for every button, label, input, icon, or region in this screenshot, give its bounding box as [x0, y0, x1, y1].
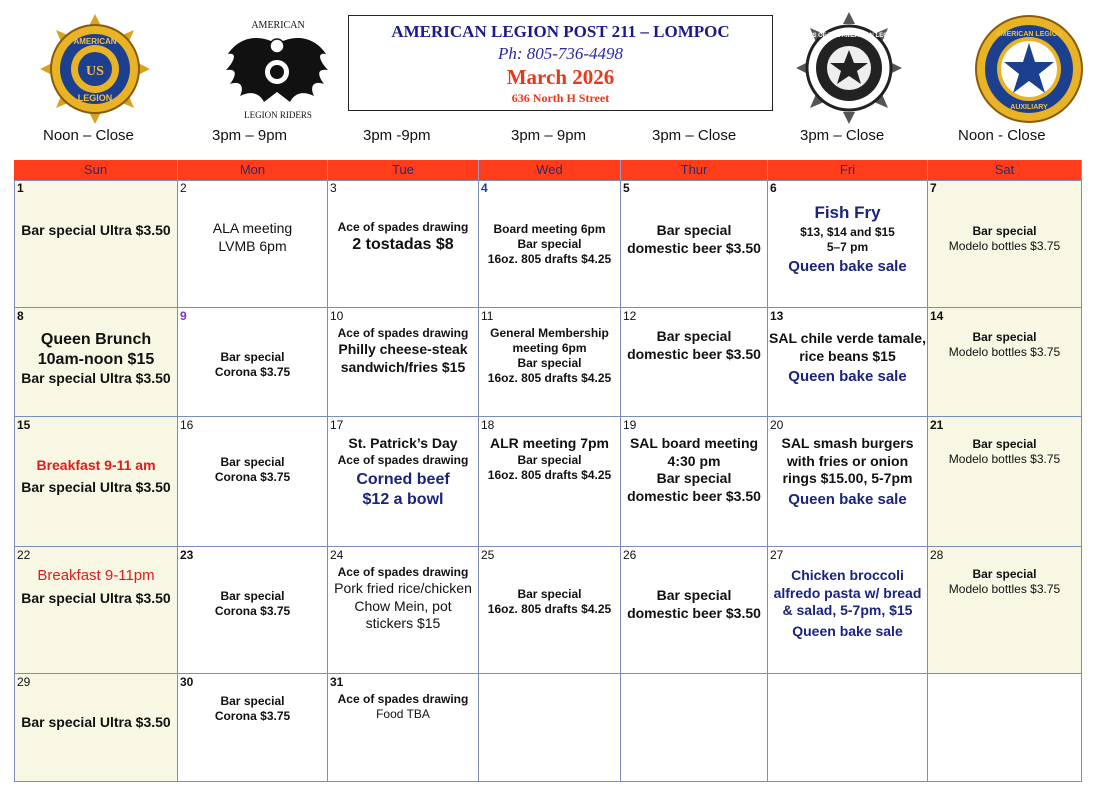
- event-line: ALA meeting: [212, 220, 293, 236]
- empty-day-cell: [768, 674, 928, 782]
- event-line: Bar special: [972, 567, 1037, 581]
- event-line: Bar special Ultra $3.50: [21, 222, 171, 238]
- event-line: 16oz. 805 drafts $4.25: [487, 602, 612, 616]
- street-address: 636 North H Street: [511, 91, 610, 105]
- day-cell-20: [768, 417, 928, 547]
- empty-day-cell: [621, 674, 768, 782]
- riders-bottom-text: LEGION RIDERS: [244, 110, 312, 120]
- day-cell-28: [928, 547, 1082, 674]
- event-lines: [328, 220, 478, 255]
- event-lines: [928, 224, 1081, 254]
- event-lines: [479, 587, 620, 617]
- event-line: Bar special: [656, 222, 732, 238]
- event-line: Bar special: [220, 455, 285, 469]
- aux-bottom-text: AUXILIARY: [1010, 104, 1048, 111]
- event-lines: [621, 587, 767, 622]
- aux-top-text: AMERICAN LEGION: [995, 31, 1063, 38]
- day-number: 3: [330, 181, 337, 195]
- event-lines: [15, 222, 177, 240]
- event-line: SAL board meeting: [629, 435, 759, 451]
- event-line: Breakfast 9-11 am: [36, 457, 156, 473]
- day-number: 6: [770, 181, 777, 195]
- day-cell-3: [328, 180, 479, 308]
- day-number: 2: [180, 181, 187, 195]
- hours-mon: 3pm – 9pm: [212, 127, 288, 144]
- day-cell-18: [479, 417, 621, 547]
- event-line: Bar special Ultra $3.50: [21, 714, 171, 730]
- event-line: Ace of spades drawing: [337, 565, 469, 579]
- american-legion-auxiliary-emblem: [974, 14, 1084, 124]
- event-lines: [15, 714, 177, 732]
- org-name: AMERICAN LEGION POST 211 – LOMPOC: [391, 22, 730, 41]
- event-line: Queen Brunch: [40, 331, 152, 348]
- day-number: 31: [330, 675, 344, 689]
- event-line: Queen bake sale: [788, 368, 907, 385]
- event-lines: [928, 330, 1081, 360]
- event-line: 16oz. 805 drafts $4.25: [487, 252, 612, 266]
- event-line: Bar special: [517, 587, 582, 601]
- day-number: 1: [17, 181, 24, 195]
- event-lines: [621, 328, 767, 363]
- event-line: 10am-noon $15: [37, 351, 155, 368]
- event-line: rings $15.00, 5-7pm: [782, 470, 913, 486]
- day-cell-29: [14, 674, 178, 782]
- event-lines: [768, 330, 927, 387]
- day-number: 8: [17, 309, 24, 323]
- event-lines: [178, 220, 327, 255]
- day-cell-31: [328, 674, 479, 782]
- event-line: Food TBA: [376, 707, 430, 721]
- empty-day-cell: [479, 674, 621, 782]
- day-cell-11: [479, 308, 621, 417]
- event-line: Bar special: [517, 452, 582, 467]
- day-cell-1: [14, 180, 178, 308]
- event-lines: [178, 455, 327, 485]
- event-line: Bar special: [220, 694, 285, 708]
- event-line: Queen bake sale: [788, 490, 907, 508]
- event-line: sandwich/fries $15: [340, 358, 466, 375]
- event-lines: [928, 567, 1081, 597]
- event-line: Chicken broccoli: [791, 567, 904, 583]
- event-line: Ace of spades drawing: [337, 220, 469, 234]
- day-cell-21: [928, 417, 1082, 547]
- day-cell-26: [621, 547, 768, 674]
- event-line: & salad, 5-7pm, $15: [782, 602, 913, 618]
- event-lines: [479, 435, 620, 483]
- day-cell-8: [14, 308, 178, 417]
- day-cell-6: [768, 180, 928, 308]
- day-cell-17: [328, 417, 479, 547]
- event-line: Bar special Ultra $3.50: [21, 589, 171, 606]
- event-lines: [15, 457, 177, 496]
- event-line: 2 tostadas $8: [352, 236, 454, 253]
- event-line: Queen bake sale: [788, 258, 907, 276]
- event-line: Bar special: [656, 328, 732, 344]
- day-cell-14: [928, 308, 1082, 417]
- day-number: 27: [770, 548, 784, 562]
- event-lines: [768, 202, 927, 277]
- day-number: 21: [930, 418, 944, 432]
- day-cell-27: [768, 547, 928, 674]
- calendar-grid: [14, 160, 1082, 782]
- event-lines: [328, 692, 478, 722]
- day-cell-4: [479, 180, 621, 308]
- day-number: 26: [623, 548, 637, 562]
- day-cell-24: [328, 547, 479, 674]
- day-number: 16: [180, 418, 194, 432]
- day-number: 25: [481, 548, 495, 562]
- event-lines: [479, 326, 620, 386]
- day-cell-13: [768, 308, 928, 417]
- calendar-title-box: [348, 15, 773, 111]
- event-line: Bar special: [220, 589, 285, 603]
- event-lines: [328, 565, 478, 633]
- event-line: Bar special: [517, 237, 582, 251]
- event-line: Modelo bottles $3.75: [948, 345, 1061, 359]
- event-line: Modelo bottles $3.75: [948, 582, 1061, 596]
- event-line: Ace of spades drawing: [337, 326, 469, 340]
- event-line: Corned beef: [356, 470, 450, 488]
- event-line: Corona $3.75: [214, 470, 291, 484]
- day-number: 10: [330, 309, 344, 323]
- hours-wed: 3pm – 9pm: [511, 127, 587, 144]
- event-line: Fish Fry: [814, 203, 881, 222]
- day-number: 4: [481, 181, 488, 195]
- event-lines: [328, 435, 478, 510]
- event-line: Chow Mein, pot: [354, 597, 452, 614]
- grid-top-border: [14, 180, 1082, 181]
- legion-bottom-text: LEGION: [77, 93, 113, 103]
- day-number: 19: [623, 418, 637, 432]
- day-number: 28: [930, 548, 944, 562]
- hours-tue: 3pm -9pm: [363, 127, 431, 144]
- day-cell-22: [14, 547, 178, 674]
- day-number: 22: [17, 548, 31, 562]
- day-number: 7: [930, 181, 937, 195]
- dow-thur: Thur: [621, 160, 768, 180]
- day-number: 20: [770, 418, 784, 432]
- event-line: Ace of spades drawing: [337, 692, 469, 706]
- event-lines: [178, 350, 327, 380]
- dow-tue: Tue: [328, 160, 479, 180]
- legion-top-text: AMERICAN: [73, 37, 117, 46]
- event-line: Bar special Ultra $3.50: [21, 478, 171, 495]
- day-cell-25: [479, 547, 621, 674]
- event-lines: [621, 435, 767, 505]
- hours-thur: 3pm – Close: [652, 127, 737, 144]
- event-line: Bar special: [972, 224, 1037, 238]
- event-line: 4:30 pm: [667, 452, 721, 469]
- day-number: 29: [17, 675, 31, 689]
- event-line: St. Patrick’s Day: [348, 435, 458, 451]
- event-line: Ace of spades drawing: [337, 452, 469, 467]
- day-cell-9: [178, 308, 328, 417]
- day-cell-5: [621, 180, 768, 308]
- day-number: 14: [930, 309, 944, 323]
- event-line: Corona $3.75: [214, 709, 291, 723]
- dow-mon: Mon: [178, 160, 328, 180]
- event-lines: [15, 330, 177, 388]
- event-line: with fries or onion: [786, 452, 909, 469]
- day-number: 24: [330, 548, 344, 562]
- event-line: Pork fried rice/chicken: [334, 580, 472, 596]
- dow-sun: Sun: [14, 160, 178, 180]
- event-line: Bar special: [220, 350, 285, 364]
- day-cell-30: [178, 674, 328, 782]
- dow-fri: Fri: [768, 160, 928, 180]
- day-number: 13: [770, 309, 784, 323]
- event-line: General Membership: [490, 326, 609, 340]
- day-cell-16: [178, 417, 328, 547]
- event-lines: [328, 326, 478, 376]
- event-line: Bar special: [656, 470, 732, 486]
- event-line: Corona $3.75: [214, 365, 291, 379]
- day-cell-23: [178, 547, 328, 674]
- event-lines: [178, 589, 327, 619]
- event-line: 5–7 pm: [826, 240, 869, 255]
- event-line: Bar special: [972, 330, 1037, 344]
- day-cell-2: [178, 180, 328, 308]
- event-line: stickers $15: [365, 615, 441, 631]
- event-lines: [928, 437, 1081, 467]
- event-line: ALR meeting 7pm: [489, 435, 609, 451]
- event-line: domestic beer $3.50: [627, 604, 761, 621]
- riders-top-text: AMERICAN: [251, 20, 305, 31]
- hours-sun: Noon – Close: [43, 127, 134, 144]
- event-line: 16oz. 805 drafts $4.25: [487, 371, 612, 385]
- day-cell-12: [621, 308, 768, 417]
- day-number: 12: [623, 309, 637, 323]
- day-number: 15: [17, 418, 31, 432]
- event-lines: [621, 222, 767, 257]
- sal-ring-text: SONS OF THE AMERICAN LEGION: [799, 33, 899, 39]
- day-cell-19: [621, 417, 768, 547]
- event-line: Board meeting 6pm: [493, 222, 606, 236]
- month-title: March 2026: [506, 65, 615, 89]
- event-line: Breakfast 9-11pm: [37, 567, 155, 584]
- day-cell-10: [328, 308, 479, 417]
- hours-sat: Noon - Close: [958, 127, 1046, 144]
- event-line: Modelo bottles $3.75: [948, 239, 1061, 253]
- day-number: 11: [481, 309, 494, 323]
- event-line: Philly cheese-steak: [338, 341, 468, 357]
- hours-fri: 3pm – Close: [800, 127, 885, 144]
- event-line: SAL smash burgers: [781, 435, 914, 451]
- event-line: 16oz. 805 drafts $4.25: [487, 467, 612, 482]
- event-line: Corona $3.75: [214, 604, 291, 618]
- event-line: Queen bake sale: [792, 622, 903, 639]
- event-line: domestic beer $3.50: [627, 239, 761, 256]
- empty-day-cell: [928, 674, 1082, 782]
- event-line: domestic beer $3.50: [627, 487, 761, 504]
- event-line: rice beans $15: [799, 347, 896, 364]
- day-number: 17: [330, 418, 344, 432]
- event-lines: [15, 567, 177, 607]
- event-line: LVMB 6pm: [218, 237, 287, 254]
- event-line: $13, $14 and $15: [800, 225, 895, 240]
- event-line: domestic beer $3.50: [627, 345, 761, 362]
- day-number: 18: [481, 418, 495, 432]
- day-number: 5: [623, 181, 630, 195]
- day-cell-15: [14, 417, 178, 547]
- legion-riders-emblem: [222, 14, 332, 126]
- event-lines: [768, 567, 927, 640]
- phone-number: Ph: 805-736-4498: [497, 44, 624, 63]
- dow-wed: Wed: [479, 160, 621, 180]
- event-lines: [479, 222, 620, 267]
- day-number: 9: [180, 309, 187, 323]
- event-line: $12 a bowl: [362, 490, 444, 508]
- sons-of-the-american-legion-emblem: [796, 12, 902, 124]
- event-line: Bar special Ultra $3.50: [21, 370, 171, 386]
- dow-sat: Sat: [928, 160, 1082, 180]
- event-lines: [178, 694, 327, 724]
- legion-us-text: US: [86, 64, 104, 79]
- event-line: meeting 6pm: [512, 341, 587, 355]
- day-cell-7: [928, 180, 1082, 308]
- event-line: alfredo pasta w/ bread: [773, 584, 922, 601]
- day-number: 30: [180, 675, 194, 689]
- american-legion-emblem: [40, 14, 150, 124]
- event-line: Bar special: [972, 437, 1037, 451]
- event-line: SAL chile verde tamale,: [769, 330, 926, 346]
- event-line: Modelo bottles $3.75: [948, 452, 1061, 466]
- day-number: 23: [180, 548, 194, 562]
- event-line: Bar special: [656, 587, 732, 603]
- days-of-week-bar: [14, 160, 1082, 180]
- event-line: Bar special: [517, 356, 582, 370]
- event-lines: [768, 435, 927, 509]
